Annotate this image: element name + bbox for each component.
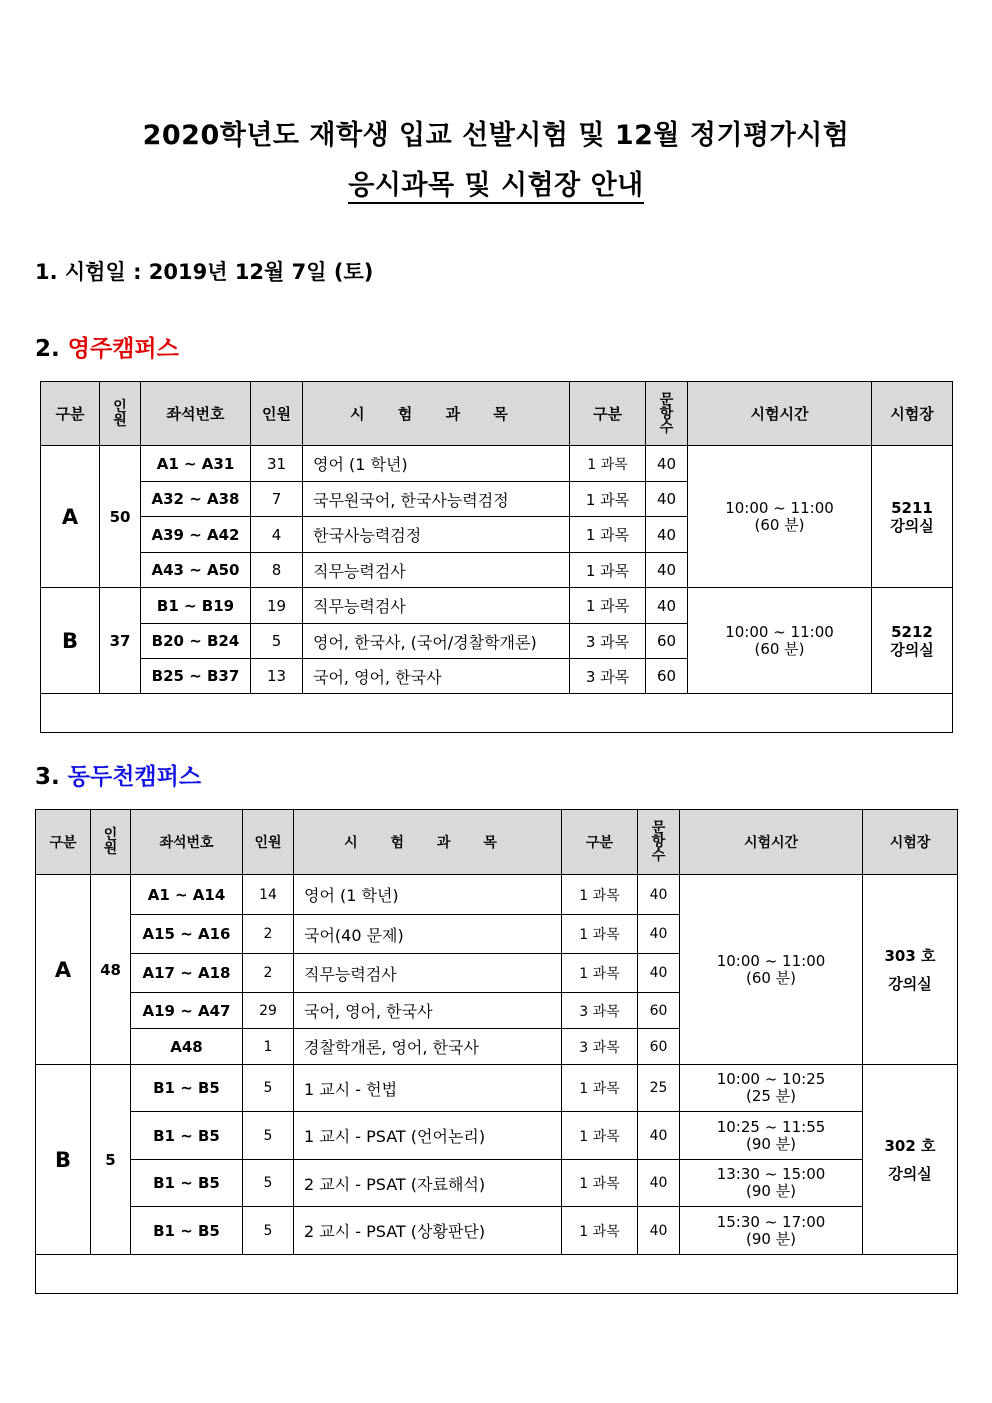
subject-type: 3 과목 [570,624,646,659]
header-subject: 시 험 과 목 [303,382,570,446]
room-label: 강의실 [890,640,934,659]
room-number: 5211 [891,498,933,517]
question-count: 40 [638,1160,680,1207]
question-count: 40 [638,954,680,993]
subject: 국어(40 문제) [294,915,562,954]
subject: 국무원국어, 한국사능력검정 [303,482,570,517]
room-label: 강의실 [888,1164,932,1183]
subject-type: 1 과목 [570,588,646,624]
header-questions [646,382,688,446]
persons: 2 [243,954,294,993]
group-count: 48 [91,875,131,1065]
seat-range: B1 ~ B5 [131,1207,243,1255]
group-count: 5 [91,1065,131,1255]
time-range: 10:00 ~ 10:25 [716,1070,826,1088]
yeongju-exam-table [40,381,953,733]
time-duration: (90 분) [745,1229,797,1248]
question-count: 60 [646,659,688,694]
group-section: B [41,588,100,694]
seat-range: A32 ~ A38 [141,482,251,517]
question-count: 60 [638,993,680,1029]
persons: 2 [243,915,294,954]
room-number: 5212 [891,622,933,641]
question-count: 60 [638,1029,680,1065]
subject: 영어, 한국사, (국어/경찰학개론) [303,624,570,659]
subject: 경찰학개론, 영어, 한국사 [294,1029,562,1065]
group-count: 50 [100,446,141,588]
persons: 4 [251,517,303,553]
section-number: 3. [35,764,60,790]
seat-range: A15 ~ A16 [131,915,243,954]
header-count-char: 원 [113,412,127,429]
dongducheon-exam-table [35,809,958,1294]
exam-room [863,1065,958,1255]
subject-type: 1 과목 [562,915,638,954]
exam-room [872,588,953,694]
question-count: 25 [638,1065,680,1112]
seat-range: A1 ~ A14 [131,875,243,915]
time-range: 10:00 ~ 11:00 [716,951,826,970]
exam-room [872,446,953,588]
header-questions-char: 항 [651,834,666,850]
subject-type: 3 과목 [562,1029,638,1065]
document-subtitle [0,163,992,202]
header-type: 구분 [570,382,646,446]
question-count: 40 [638,1112,680,1160]
seat-range: B1 ~ B5 [131,1160,243,1207]
subject: 국어, 영어, 한국사 [303,659,570,694]
header-count [100,382,141,446]
subject-type: 1 과목 [562,1112,638,1160]
question-count: 40 [638,875,680,915]
table-row [41,588,953,624]
section-heading-yeongju [35,330,179,363]
header-questions-char: 문 [659,391,674,408]
campus-name: 동두천캠퍼스 [67,764,202,790]
time-duration: (25 분) [745,1087,797,1105]
table-empty-row [36,1255,958,1294]
subject-type: 1 과목 [562,1065,638,1112]
time-range: 13:30 ~ 15:00 [716,1165,826,1183]
header-time: 시험시간 [680,810,863,875]
persons: 5 [251,624,303,659]
subject: 1 교시 - 헌법 [294,1065,562,1112]
subject: 영어 (1 학년) [294,875,562,915]
seat-range: A48 [131,1029,243,1065]
time-duration: (60 분) [745,968,797,987]
table-empty-row [41,694,953,733]
persons: 7 [251,482,303,517]
table-row [36,1160,958,1207]
header-persons: 인원 [251,382,303,446]
header-type: 구분 [562,810,638,875]
persons: 31 [251,446,303,482]
header-room: 시험장 [872,382,953,446]
header-seat: 좌석번호 [131,810,243,875]
time-duration: (90 분) [745,1134,797,1153]
persons: 8 [251,553,303,588]
header-questions-char: 수 [651,848,666,864]
header-count [91,810,131,875]
persons: 19 [251,588,303,624]
persons: 5 [243,1160,294,1207]
empty-cell [36,1255,958,1294]
room-label: 강의실 [890,516,934,535]
seat-range: A39 ~ A42 [141,517,251,553]
subject-type: 1 과목 [562,1160,638,1207]
table-row [36,1112,958,1160]
header-questions-char: 항 [659,405,674,422]
persons: 13 [251,659,303,694]
header-time: 시험시간 [688,382,872,446]
table-row [41,446,953,482]
header-subject: 시 험 과 목 [294,810,562,875]
exam-time [688,588,872,694]
subject: 직무능력검사 [303,553,570,588]
subject-type: 3 과목 [570,659,646,694]
subject: 2 교시 - PSAT (자료해석) [294,1160,562,1207]
persons: 5 [243,1112,294,1160]
section-number: 2. [35,336,60,362]
seat-range: A43 ~ A50 [141,553,251,588]
seat-range: B25 ~ B37 [141,659,251,694]
seat-range: A1 ~ A31 [141,446,251,482]
exam-time [680,1207,863,1255]
subject: 직무능력검사 [303,588,570,624]
question-count: 40 [638,1207,680,1255]
subject: 2 교시 - PSAT (상황판단) [294,1207,562,1255]
document-subtitle-text: 응시과목 및 시험장 안내 [348,170,644,204]
subject-type: 1 과목 [562,954,638,993]
exam-time [680,1112,863,1160]
persons: 29 [243,993,294,1029]
header-persons: 인원 [243,810,294,875]
header-questions-char: 수 [659,419,674,436]
time-range: 10:00 ~ 11:00 [725,622,834,641]
header-questions-char: 문 [651,820,666,836]
question-count: 40 [646,517,688,553]
subject: 한국사능력검정 [303,517,570,553]
seat-range: B1 ~ B5 [131,1065,243,1112]
persons: 5 [243,1207,294,1255]
subject-type: 1 과목 [570,517,646,553]
header-section: 구분 [41,382,100,446]
time-range: 10:25 ~ 11:55 [716,1117,826,1136]
subject-type: 1 과목 [570,482,646,517]
group-count: 37 [100,588,141,694]
exam-time [680,875,863,1065]
time-range: 15:30 ~ 17:00 [716,1212,826,1231]
header-count-char: 원 [103,841,118,857]
header-questions [638,810,680,875]
group-section: B [36,1065,91,1255]
exam-date: 1. 시험일 : 2019년 12월 7일 (토) [35,260,374,284]
time-duration: (60 분) [754,515,805,534]
table-row [36,1065,958,1112]
table-header-row [41,382,953,446]
table-header-row [36,810,958,875]
persons: 14 [243,875,294,915]
empty-cell [41,694,953,733]
subject-type: 1 과목 [570,446,646,482]
subject: 1 교시 - PSAT (언어논리) [294,1112,562,1160]
subject-type: 1 과목 [562,875,638,915]
subject-type: 1 과목 [570,553,646,588]
seat-range: B20 ~ B24 [141,624,251,659]
time-range: 10:00 ~ 11:00 [725,498,834,517]
group-section: A [36,875,91,1065]
table-row [36,1207,958,1255]
section-heading-dongducheon [35,758,201,791]
document-title: 2020학년도 재학생 입교 선발시험 및 12월 정기평가시험 [142,120,850,151]
seat-range: A19 ~ A47 [131,993,243,1029]
question-count: 60 [646,624,688,659]
room-label: 강의실 [888,974,932,993]
room-number: 303 호 [884,946,936,965]
time-duration: (60 분) [754,639,805,658]
subject-type: 1 과목 [562,1207,638,1255]
question-count: 40 [638,915,680,954]
persons: 1 [243,1029,294,1065]
question-count: 40 [646,482,688,517]
header-section: 구분 [36,810,91,875]
header-count-char: 인 [113,398,127,415]
header-count-char: 인 [103,827,118,843]
question-count: 40 [646,588,688,624]
question-count: 40 [646,446,688,482]
subject: 직무능력검사 [294,954,562,993]
room-number: 302 호 [884,1136,936,1155]
persons: 5 [243,1065,294,1112]
exam-room [863,875,958,1065]
seat-range: B1 ~ B5 [131,1112,243,1160]
exam-time [680,1160,863,1207]
exam-time [688,446,872,588]
time-duration: (90 분) [745,1182,797,1200]
group-section: A [41,446,100,588]
header-seat: 좌석번호 [141,382,251,446]
seat-range: A17 ~ A18 [131,954,243,993]
question-count: 40 [646,553,688,588]
subject: 국어, 영어, 한국사 [294,993,562,1029]
header-room: 시험장 [863,810,958,875]
subject: 영어 (1 학년) [303,446,570,482]
exam-time [680,1065,863,1112]
subject-type: 3 과목 [562,993,638,1029]
campus-name: 영주캠퍼스 [67,336,179,362]
seat-range: B1 ~ B19 [141,588,251,624]
table-row [36,875,958,915]
